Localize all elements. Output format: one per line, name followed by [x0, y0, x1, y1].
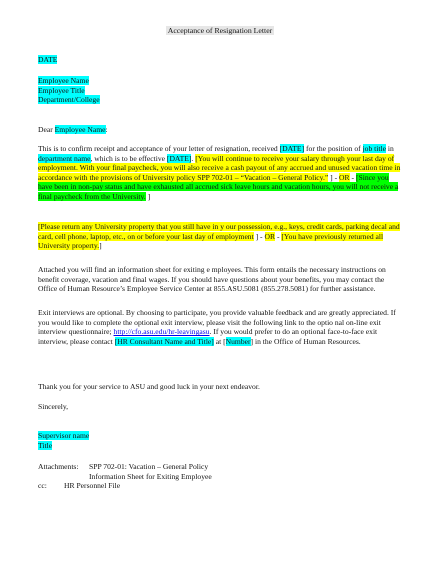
date-line: [38, 55, 403, 65]
or-separator: OR: [264, 231, 276, 241]
letter-title: Acceptance of Resignation Letter: [167, 26, 273, 35]
cc-value: HR Personnel File: [64, 481, 121, 491]
supervisor-title: Title: [38, 440, 53, 450]
department: Department/College: [38, 95, 100, 105]
employee-name: Employee Name: [38, 76, 89, 85]
hr-number: Number: [225, 336, 251, 346]
exit-interview-link[interactable]: http://cfo.asu.edu/hr-leavingasu: [113, 327, 210, 337]
department-name: department name: [38, 153, 91, 163]
paragraph-thanks: Thank you for your service to ASU and good luck in your next endeavor.: [38, 382, 260, 391]
paragraph-confirmation: This is to confirm receipt and acceptance of your letter of resignation, received [DATE] for the position of job title in department name, which is to be effective [DATE]. [You will continue to receive your salary through your last day of employment. With your final paycheck, you will also receive a cash payout of any accrued and unused vacation time in accordance with the provisions of University policy SPP 702-01 – “Vacation – General Policy.” ] - OR - [Since you have been in non-pay status and have exhausted all accrued sick leave hours and vacation hours, you will not receive a final paycheck from the University. ]: [38, 144, 401, 201]
paragraph-property-return: [Please return any University property that you still have in y our possession, e.g., keys, credit cards, parking decal and card, cell phone, laptop, etc., on or before your last day of employment ] - OR - [You have previously returned all University property.]: [38, 222, 400, 251]
final-paycheck-option: [You will continue to receive your salary through your last day of employment. With your final paycheck, you will also receive a cash payout of any accrued and unused vacation time in accordance with the provisions of University policy SPP 702-01 – “Vacation – General Policy.”: [38, 153, 401, 182]
non-pay-option: [Since you have been in non-pay status and have exhausted all accrued sick leave hours and vacation hours, you will not receive a final paycheck from the University.: [38, 172, 399, 201]
job-title: job title: [362, 144, 386, 153]
effective-date: [DATE]: [166, 153, 192, 163]
salutation-name: Employee Name: [54, 125, 106, 134]
hr-consultant: [HR Consultant Name and Title]: [114, 336, 214, 346]
closing: Sincerely,: [38, 402, 69, 411]
paragraph-information-sheet: Attached you will find an information sheet for exiting e mployees. This form entails the necessary instructions on benefit coverage, vacation and final wages. If you should have questions about your benefits, you may contact the Office of Human Resource’s Employee Service Center at 855.ASU.5081 (855.278.5081) for further assistance.: [38, 265, 386, 294]
attachments: [38, 462, 403, 491]
supervisor-name: Supervisor name: [38, 431, 90, 440]
or-separator: OR: [339, 172, 350, 182]
return-property-option: [Please return any University property that you still have in y our possession, e.g., keys, credit cards, parking decal and card, cell phone, laptop, etc., on or before your last day of employment: [38, 222, 400, 241]
employee-title: Employee Title: [38, 85, 85, 95]
attachment-item: Information Sheet for Exiting Employee: [89, 471, 212, 481]
property-returned-option: [You have previously returned all University property.: [38, 231, 384, 251]
date-placeholder: DATE: [38, 55, 58, 64]
received-date: [DATE]: [279, 144, 305, 153]
recipient-address: [38, 76, 403, 105]
attachments-label: Attachments:: [38, 462, 79, 471]
signature-block: [38, 431, 403, 450]
attachment-item: SPP 702-01: Vacation – General Policy: [89, 462, 209, 471]
salutation: Dear Employee Name:: [38, 125, 108, 134]
cc-label: cc:: [38, 481, 47, 491]
paragraph-exit-interview: Exit interviews are optional. By choosing to participate, you provide valuable feedback and are greatly appreciated. If you would like to complete the optional exit interview, please visit the following link to the optio nal on-line exit interview questionnaire; http://cfo.asu.edu/hr-leavingasu. If you would prefer to do an optional face-to-face exit interview, please contact [HR Consultant Name and Title] at [Number] in the Office of Human Resources.: [38, 308, 396, 346]
